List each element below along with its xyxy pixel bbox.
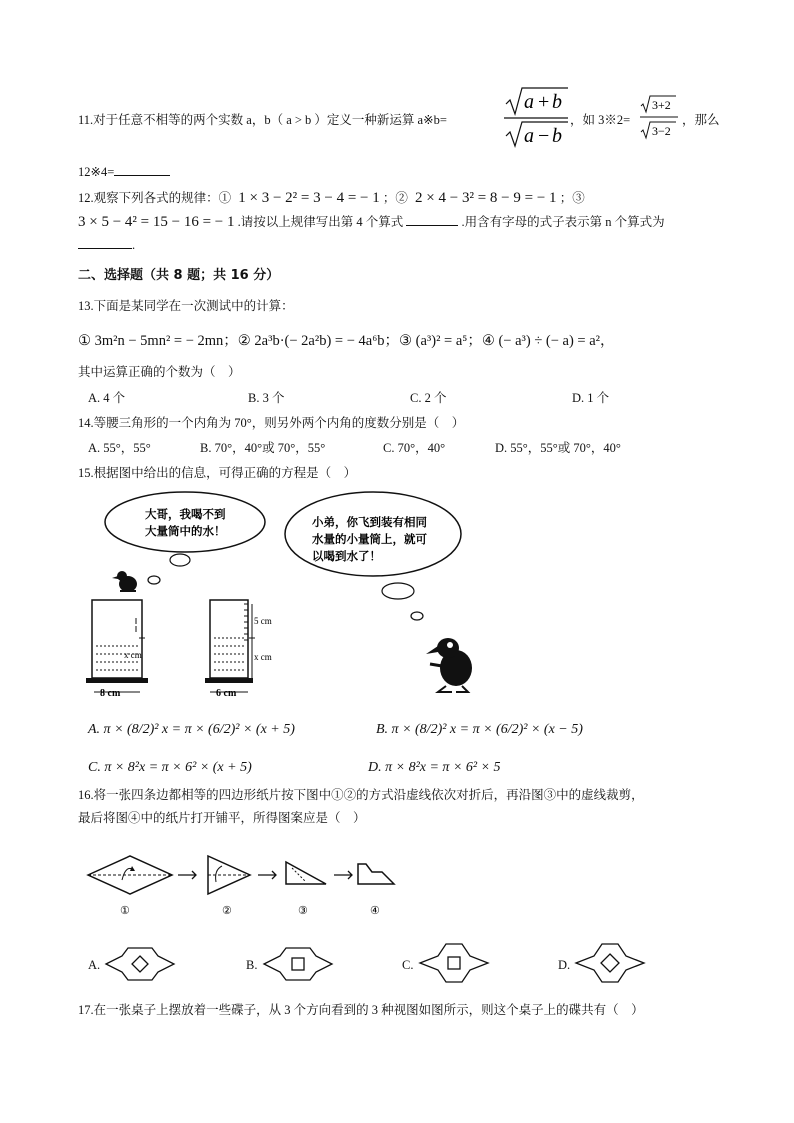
step3-triangle — [286, 862, 326, 884]
q13-option-b[interactable]: B. 3 个 — [248, 391, 285, 405]
svg-text:+: + — [538, 91, 550, 113]
svg-text:a: a — [524, 91, 534, 113]
label-4: ④ — [370, 905, 380, 917]
cyl2-width-label: 6 cm — [216, 688, 237, 699]
q12-blank1[interactable] — [406, 225, 458, 226]
q16-option-c-label[interactable]: C. — [402, 958, 414, 972]
q13-option-c[interactable]: C. 2 个 — [410, 391, 447, 405]
q12-eq2: 2 × 4 − 3² = 8 − 9 = − 1 — [415, 190, 557, 206]
q14-stem: 14.等腰三角形的一个内角为 70°，则另外两个内角的度数分别是（ ） — [78, 416, 465, 430]
q14-option-a[interactable]: A. 55°，55° — [88, 441, 151, 455]
svg-text:3−2: 3−2 — [652, 124, 671, 138]
q16-option-a-figure[interactable] — [102, 944, 178, 984]
q15-option-d[interactable]: D. π × 8²x = π × 6² × 5 — [368, 760, 501, 775]
q13-stem: 13.下面是某同学在一次测试中的计算： — [78, 299, 294, 313]
bubble2-line3: 以喝到水了！ — [312, 551, 381, 563]
q12-line2 — [78, 212, 665, 231]
q12-text-b: .用含有字母的式子表示第 n 个算式为 — [461, 215, 665, 229]
cyl1-x-label: x cm — [124, 650, 142, 660]
crow-large-icon — [426, 638, 472, 692]
svg-text:−: − — [538, 125, 550, 147]
q13-option-d[interactable]: D. 1 个 — [572, 391, 610, 405]
q15-option-c[interactable]: C. π × 8²x = π × 6² × (x + 5) — [88, 760, 252, 775]
q14-option-b[interactable]: B. 70°，40°或 70°，55° — [200, 441, 326, 455]
arrow-icon-2 — [258, 871, 276, 879]
q12-line1 — [78, 188, 585, 207]
q16-option-b-label[interactable]: B. — [246, 958, 258, 972]
q14-option-d[interactable]: D. 55°，55°或 70°，40° — [495, 441, 621, 455]
q17-stem: 17.在一张桌子上摆放着一些碟子，从 3 个方向看到的 3 种视图如图所示，则这个桌子上的碟共有（ ） — [78, 1003, 644, 1017]
q16-option-c-figure[interactable] — [416, 940, 492, 986]
bubble2-line1: 小弟，你飞到装有相同 — [312, 517, 427, 529]
q14-option-c[interactable]: C. 70°，40° — [383, 441, 446, 455]
q16-option-a-label[interactable]: A. — [88, 958, 101, 972]
q16-fold-steps — [82, 850, 412, 920]
q16-option-b-figure[interactable] — [260, 944, 336, 984]
svg-text:3+2: 3+2 — [652, 98, 671, 112]
q11-example-text: ，如 3※2= — [570, 113, 631, 127]
q12-eq1: 1 × 3 − 2² = 3 − 4 = − 1 — [238, 190, 380, 206]
step4-shape — [358, 864, 394, 884]
svg-text:b: b — [552, 125, 562, 147]
q12-text-a: .请按以上规律写出第 4 个算式 — [237, 215, 404, 229]
cyl1-width-label: 8 cm — [100, 688, 121, 699]
bubble2-line2: 水量的小量筒上，就可 — [312, 534, 427, 546]
svg-text:b: b — [552, 91, 562, 113]
cyl2-x-label: x cm — [254, 652, 272, 662]
q15-illustration — [80, 488, 500, 703]
q11-fraction-formula — [500, 82, 570, 154]
q11-example-fraction — [638, 92, 680, 144]
q16-stem-line1: 16.将一张四条边都相等的四边形纸片按下图中①②的方式沿虚线依次对折后，再沿图③中的虚线裁剪， — [78, 788, 644, 802]
q15-stem: 15.根据图中给出的信息，可得正确的方程是（ ） — [78, 466, 357, 480]
q12-line3: . — [78, 238, 135, 253]
q13-items: ① 3m²n − 5mn² = − 2mn；② 2a³b·(− 2a²b) = − 4a⁶b；③ (a³)² = a⁵；④ (− a³) ÷ (− a) = a²， — [78, 333, 615, 349]
q12-mark3: ；③ — [559, 191, 585, 205]
arrow-icon-3 — [334, 871, 352, 879]
q16-option-d-figure[interactable] — [572, 940, 652, 986]
q11-prefix: 11.对于任意不相等的两个实数 a，b（ a > b ）定义一种新运算 a※b= — [78, 113, 447, 127]
q16-stem-line2: 最后将图④中的纸片打开铺平，所得图案应是（ ） — [78, 811, 366, 825]
q11-answer-blank[interactable] — [114, 175, 170, 176]
bubble1-line1: 大哥，我喝不到 — [145, 509, 226, 521]
q15-option-a[interactable]: A. π × (8/2)² x = π × (6/2)² × (x + 5) — [88, 722, 295, 737]
q16-option-d-label[interactable]: D. — [558, 958, 571, 972]
q15-option-b[interactable]: B. π × (8/2)² x = π × (6/2)² × (x − 5) — [376, 722, 583, 737]
q13-option-a[interactable]: A. 4 个 — [88, 391, 126, 405]
crow-small-icon — [112, 571, 137, 592]
q12-blank2[interactable] — [78, 248, 132, 249]
svg-text:a: a — [524, 125, 534, 147]
q12-eq3: 3 × 5 − 4² = 15 − 16 = − 1 — [78, 214, 235, 230]
speech-bubble-1 — [105, 492, 265, 552]
label-2: ② — [222, 905, 232, 917]
cyl2-5-label: 5 cm — [254, 616, 272, 626]
section2-title: 二、选择题（共 8 题；共 16 分） — [78, 268, 280, 283]
q11-line2: 12※4= — [78, 164, 170, 180]
q11-suffix: ，那么 — [682, 113, 720, 127]
small-cylinder — [205, 600, 272, 699]
label-1: ① — [120, 905, 130, 917]
bubble1-line2: 大量筒中的水！ — [145, 526, 226, 538]
q13-question: 其中运算正确的个数为（ ） — [78, 365, 241, 379]
label-3: ③ — [298, 905, 308, 917]
q12-mark2: ；② — [382, 191, 408, 205]
arrow-icon-1 — [178, 871, 196, 879]
big-cylinder — [86, 600, 148, 699]
q12-intro: 12.观察下列各式的规律：① — [78, 191, 232, 205]
